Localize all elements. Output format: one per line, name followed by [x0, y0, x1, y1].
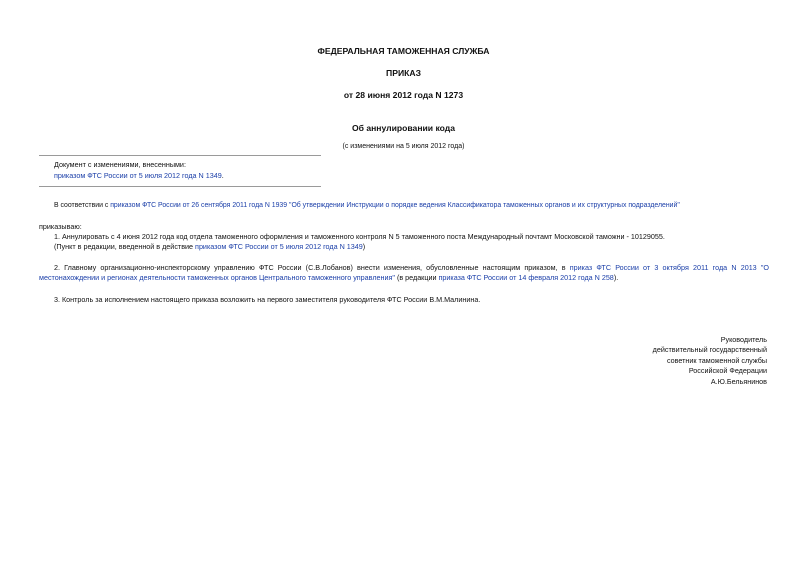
revision-note: (с изменениями на 5 июля 2012 года)	[342, 143, 465, 150]
item-3-text: 3. Контроль за исполнением настоящего приказа возложить на первого заместителя руководителя ФТС России В.М.Малинина.	[54, 295, 481, 304]
item-1-edit-link[interactable]: приказом ФТС России от 5 июля 2012 года N 1349	[195, 242, 363, 251]
item-1-text: 1. Аннулировать с 4 июня 2012 года код отдела таможенного оформления и таможенного контроля N 5 таможенного поста Международный почтамт Московской таможни - 10129055.	[54, 232, 665, 241]
document-date: от 28 июня 2012 года N 1273	[343, 90, 464, 100]
changes-note-link[interactable]: приказом ФТС России от 5 июля 2012 года N 1349	[54, 171, 222, 180]
item-2-text-middle: (в редакции	[394, 272, 439, 282]
signature-block	[653, 335, 767, 387]
preamble-link[interactable]: приказом ФТС России от 26 сентября 2011 года N 1939 "Об утверждении Инструкции о порядке ведения Классификатора таможенных органов и их структурных подразделений"	[110, 202, 680, 209]
signature-line-5: А.Ю.Бельянинов	[710, 376, 767, 386]
changes-note-top-divider	[39, 155, 321, 156]
preamble-prefix: В соответствии с	[54, 202, 111, 209]
preamble-paragraph	[54, 201, 680, 210]
changes-note-label: Документ с изменениями, внесенными:	[54, 160, 186, 169]
item-2-text-before: 2. Главному организационно-инспекторскому управлению ФТС России (С.В.Лобанов) внести изменения, обусловленные настоящим приказом, в	[54, 263, 570, 272]
signature-line-3: советник таможенной службы	[666, 355, 767, 365]
item-2-link-1[interactable]: приказ ФТС России от 3 октября 2011 года N 2013 "О местонахождении и регионах деятельности таможенных органов Центрального таможенного управления"	[39, 263, 770, 282]
changes-note-line	[54, 171, 224, 181]
signature-line-1: Руководитель	[720, 335, 767, 344]
command-word: приказываю:	[39, 222, 82, 231]
item-1-edit-prefix: (Пункт в редакции, введенной в действие	[54, 242, 196, 251]
item-1-edit-note	[54, 242, 365, 252]
signature-line-4: Российской Федерации	[688, 366, 767, 376]
item-2-link-2[interactable]: приказа ФТС России от 14 февраля 2012 года N 258	[438, 272, 614, 282]
changes-note-bottom-divider	[39, 186, 321, 187]
organization-name: ФЕДЕРАЛЬНАЯ ТАМОЖЕННАЯ СЛУЖБА	[317, 46, 490, 56]
changes-note-link-suffix: .	[221, 171, 224, 180]
item-2-text-after: ).	[613, 272, 619, 282]
document-type: ПРИКАЗ	[386, 68, 421, 78]
item-1-edit-suffix: )	[362, 242, 366, 251]
document-title: Об аннулировании кода	[351, 123, 456, 133]
item-2-paragraph	[39, 263, 769, 282]
signature-line-2: действительный государственный	[652, 345, 767, 355]
